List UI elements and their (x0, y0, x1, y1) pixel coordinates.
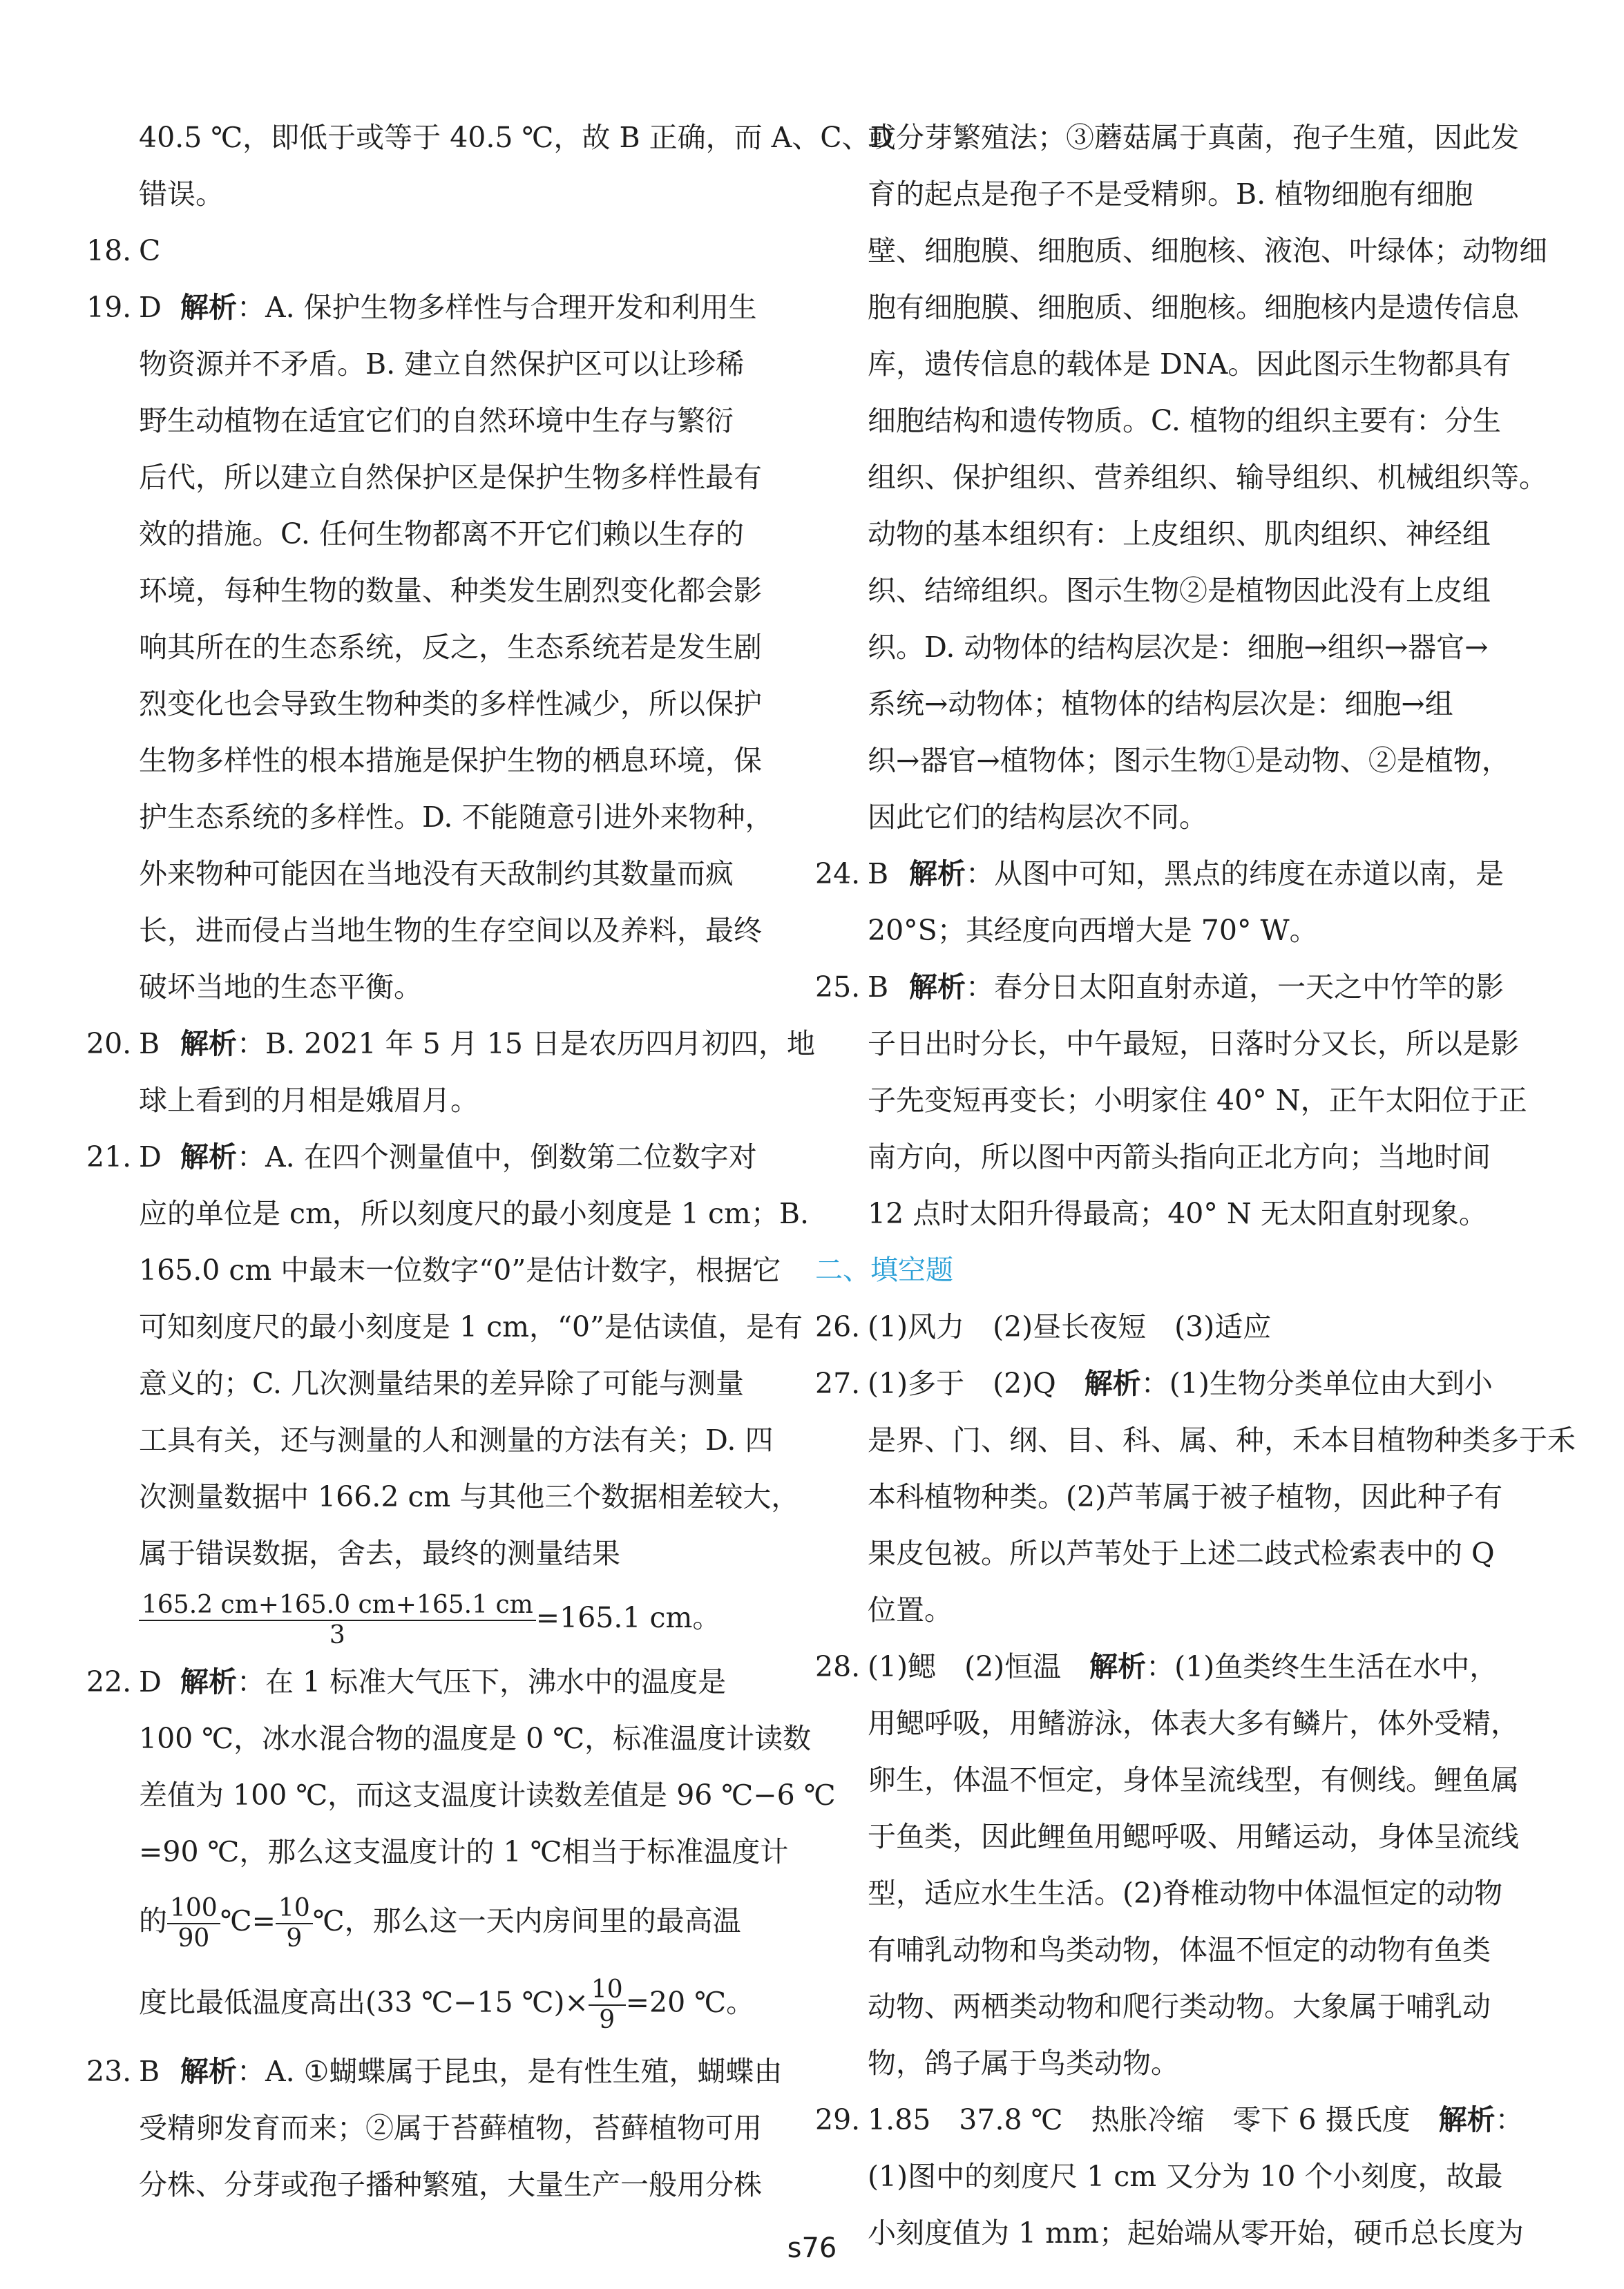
question-number: 21. (86, 1140, 132, 1174)
question-number: 23. (86, 2055, 132, 2088)
text-span: 的 (139, 1904, 167, 1937)
section-heading: 二、填空题 (815, 1254, 953, 1286)
question-number: 22. (86, 1665, 132, 1698)
text-line: =90 ℃，那么这支温度计的 1 ℃相当于标准温度计 (139, 1835, 789, 1868)
text-line: 意义的；C. 几次测量结果的差异除了可能与测量 (139, 1367, 744, 1400)
analysis-label: 解析 (1089, 1650, 1147, 1683)
text-line: 后代，所以建立自然保护区是保护生物多样性最有 (139, 461, 762, 494)
text-span: 度比最低温度高出(33 ℃−15 ℃)× (139, 1986, 589, 2019)
text-line: 100 ℃，冰水混合物的温度是 0 ℃，标准温度计读数 (139, 1722, 812, 1755)
text-line: 165.0 cm 中最末一位数字“0”是估计数字，根据它 (139, 1254, 781, 1287)
text-span: (1)鳃 (2)恒温 (868, 1650, 1090, 1683)
analysis-label: 解析 (909, 857, 966, 890)
fraction-denominator: 9 (599, 2005, 615, 2034)
analysis-label: 解析 (1438, 2103, 1496, 2136)
analysis-label: 解析 (180, 291, 237, 324)
analysis-label: 解析 (1084, 1367, 1141, 1400)
text-line: 外来物种可能因在当地没有天敌制约其数量而疯 (139, 857, 734, 890)
text-line: 型，适应水生生活。(2)脊椎动物中体温恒定的动物 (868, 1877, 1503, 1910)
formula-line (86, 1962, 777, 2043)
answer-letter: D (139, 1140, 162, 1174)
answer-25 (815, 959, 1506, 1015)
right-column (815, 109, 1576, 2261)
text-line: 响其所在的生态系统，反之，生态系统若是发生剧 (139, 631, 762, 664)
text-line: 差值为 100 ℃，而这支温度计读数差值是 96 ℃−6 ℃ (139, 1779, 836, 1812)
text-span: ：A. 保护生物多样性与合理开发和利用生 (237, 291, 757, 324)
text-line: 物资源并不矛盾。B. 建立自然保护区可以让珍稀 (139, 347, 745, 381)
text-line: 果皮包被。所以芦苇处于上述二歧式检索表中的 Q (868, 1537, 1495, 1570)
question-number: 27. (815, 1367, 861, 1400)
fraction-denominator: 90 (178, 1924, 210, 1953)
text-line: 动物的基本组织有：上皮组织、肌肉组织、神经组 (868, 517, 1491, 550)
text-line: 因此它们的结构层次不同。 (868, 801, 1207, 834)
question-number: 20. (86, 1027, 132, 1060)
answer-22 (86, 1654, 777, 1710)
text-span: =20 ℃。 (625, 1986, 755, 2019)
formula-line (86, 1582, 777, 1654)
fraction (167, 1894, 220, 1953)
text-line: 组织、保护组织、营养组织、输导组织、机械组织等。 (868, 461, 1547, 494)
fraction (139, 1591, 536, 1649)
text-line: 可知刻度尺的最小刻度是 1 cm，“0”是估读值，是有 (139, 1310, 803, 1343)
text-line: 子先变短再变长；小明家住 40° N，正午太阳位于正 (868, 1084, 1527, 1117)
text-line: 卵生，体温不恒定，身体呈流线型，有侧线。鲤鱼属 (868, 1763, 1519, 1797)
answer-letter: D (139, 291, 162, 324)
text-line: 细胞结构和遗传物质。C. 植物的组织主要有：分生 (868, 404, 1501, 437)
text-span: ：(1)生物分类单位由大到小 (1140, 1367, 1493, 1400)
analysis-label: 解析 (180, 1140, 237, 1174)
analysis-label: 解析 (180, 2055, 237, 2088)
text-line: 错误。 (139, 178, 224, 211)
answer-23 (86, 2043, 783, 2100)
text-line: 40.5 ℃，即低于或等于 40.5 ℃，故 B 正确，而 A、C、D (139, 121, 893, 154)
text-line: 位置。 (868, 1593, 953, 1627)
text-line: 织。D. 动物体的结构层次是：细胞→组织→器官→ (868, 631, 1489, 664)
question-number: 25. (815, 970, 861, 1004)
text-line: 护生态系统的多样性。D. 不能随意引进外来物种， (139, 801, 774, 834)
text-line: 20°S；其经度向西增大是 70° W。 (868, 914, 1318, 947)
answer-27 (815, 1355, 1506, 1412)
answer-18 (86, 222, 777, 279)
answer-letter: B (139, 1027, 160, 1060)
text-line: 次测量数据中 166.2 cm 与其他三个数据相差较大， (139, 1480, 800, 1513)
text-line: 受精卵发育而来；②属于苔藓植物，苔藓植物可用 (139, 2111, 762, 2145)
text-span: ℃= (220, 1904, 276, 1937)
answer-24 (815, 845, 1506, 902)
text-line: 分株、分芽或孢子播种繁殖，大量生产一般用分株 (139, 2168, 762, 2201)
text-line: 壁、细胞膜、细胞质、细胞核、液泡、叶绿体；动物细 (868, 234, 1547, 267)
text-line: 12 点时太阳升得最高；40° N 无太阳直射现象。 (868, 1197, 1487, 1230)
text-line: 库，遗传信息的载体是 DNA。因此图示生物都具有 (868, 347, 1511, 381)
text-span: ：(1)鱼类终生生活在水中， (1146, 1650, 1498, 1683)
text-span: ：春分日太阳直射赤道，一天之中竹竿的影 (966, 970, 1504, 1004)
text-span: 1.85 37.8 ℃ 热胀冷缩 零下 6 摄氏度 (868, 2103, 1439, 2136)
answer-26 (815, 1299, 1506, 1355)
question-number: 28. (815, 1650, 861, 1683)
fraction-numerator: 10 (589, 1975, 626, 2005)
text-span: ：在 1 标准大气压下，沸水中的温度是 (237, 1665, 727, 1698)
text-span: ： (1495, 2103, 1524, 2136)
text-line: 织→器官→植物体；图示生物①是动物、②是植物， (868, 744, 1510, 777)
text-line: 破坏当地的生态平衡。 (139, 970, 422, 1004)
text-span: ：从图中可知，黑点的纬度在赤道以南，是 (966, 857, 1504, 890)
text-line: 环境，每种生物的数量、种类发生剧烈变化都会影 (139, 574, 762, 607)
analysis-label: 解析 (180, 1665, 237, 1698)
question-number: 24. (815, 857, 861, 890)
analysis-label: 解析 (180, 1027, 237, 1060)
text-span: ℃，那么这一天内房间里的最高温 (312, 1904, 741, 1937)
answer-21 (86, 1129, 777, 1185)
text-line: 动物、两栖类动物和爬行类动物。大象属于哺乳动 (868, 1990, 1491, 2023)
page-number: s76 (787, 2232, 837, 2264)
fraction-numerator: 165.2 cm+165.0 cm+165.1 cm (139, 1591, 536, 1620)
fraction-denominator: 9 (286, 1924, 303, 1953)
text-line: 应的单位是 cm，所以刻度尺的最小刻度是 1 cm；B. (139, 1197, 810, 1230)
text-line: 属于错误数据，舍去，最终的测量结果 (139, 1537, 620, 1570)
question-number: 26. (815, 1310, 861, 1343)
text-span: (1)风力 (2)昼长夜短 (3)适应 (868, 1310, 1272, 1343)
text-line: 有哺乳动物和鸟类动物，体温不恒定的动物有鱼类 (868, 1933, 1491, 1966)
text-line: 织、结缔组织。图示生物②是植物因此没有上皮组 (868, 574, 1491, 607)
text-line: 南方向，所以图中丙箭头指向正北方向；当地时间 (868, 1140, 1491, 1174)
text-span: ：A. ①蝴蝶属于昆虫，是有性生殖，蝴蝶由 (237, 2055, 783, 2088)
text-line: 烈变化也会导致生物种类的多样性减少，所以保护 (139, 687, 762, 720)
text-line: 于鱼类，因此鲤鱼用鳃呼吸、用鳍运动，身体呈流线 (868, 1820, 1519, 1853)
text-line: 效的措施。C. 任何生物都离不开它们赖以生存的 (139, 517, 744, 550)
answer-letter: B (139, 2055, 160, 2088)
answer-letter: B (868, 857, 889, 890)
text-line: 子日出时分长，中午最短，日落时分又长，所以是影 (868, 1027, 1519, 1060)
text-line: 用鳃呼吸，用鳍游泳，体表大多有鳞片，体外受精， (868, 1707, 1519, 1740)
text-line: 是界、门、纲、目、科、属、种，禾本目植物种类多于禾 (868, 1424, 1576, 1457)
text-line: 或分芽繁殖法；③蘑菇属于真菌，孢子生殖，因此发 (868, 121, 1519, 154)
answer-19 (86, 279, 777, 336)
answer-20 (86, 1015, 815, 1072)
fraction (276, 1894, 313, 1953)
text-line: 野生动植物在适宜它们的自然环境中生存与繁衍 (139, 404, 734, 437)
text-line: (1)图中的刻度尺 1 cm 又分为 10 个小刻度，故最 (868, 2160, 1503, 2193)
text-span: ：B. 2021 年 5 月 15 日是农历四月初四，地 (237, 1027, 815, 1060)
question-number: 29. (815, 2103, 861, 2136)
analysis-label: 解析 (909, 970, 966, 1004)
text-line: 生物多样性的根本措施是保护生物的栖息环境，保 (139, 744, 762, 777)
answer-letter: B (868, 970, 889, 1004)
text-line: 小刻度值为 1 mm；起始端从零开始，硬币总长度为 (868, 2216, 1524, 2250)
fraction-denominator: 3 (329, 1620, 345, 1649)
text-line: 长，进而侵占当地生物的生存空间以及养料，最终 (139, 914, 762, 947)
text-line: 胞有细胞膜、细胞质、细胞核。细胞核内是遗传信息 (868, 291, 1519, 324)
question-number: 19. (86, 291, 132, 324)
text-span: (1)多于 (2)Q (868, 1367, 1085, 1400)
text-line: 物，鸽子属于鸟类动物。 (868, 2047, 1179, 2080)
answer-letter: C (139, 234, 161, 267)
fraction (589, 1975, 626, 2034)
answer-29 (815, 2091, 1524, 2148)
text-line: 系统→动物体；植物体的结构层次是：细胞→组 (868, 687, 1453, 720)
formula-line (86, 1880, 777, 1962)
text-span: =165.1 cm。 (535, 1601, 721, 1634)
question-number: 18. (86, 234, 132, 267)
answer-letter: D (139, 1665, 162, 1698)
fraction-numerator: 100 (167, 1894, 220, 1924)
text-line: 本科植物种类。(2)芦苇属于被子植物，因此种子有 (868, 1480, 1503, 1513)
text-line: 球上看到的月相是娥眉月。 (139, 1084, 479, 1117)
answer-28 (815, 1638, 1506, 1695)
text-line: 工具有关，还与测量的人和测量的方法有关；D. 四 (139, 1424, 774, 1457)
text-span: ：A. 在四个测量值中，倒数第二位数字对 (237, 1140, 757, 1174)
fraction-numerator: 10 (276, 1894, 313, 1924)
text-line: 育的起点是孢子不是受精卵。B. 植物细胞有细胞 (868, 178, 1473, 211)
